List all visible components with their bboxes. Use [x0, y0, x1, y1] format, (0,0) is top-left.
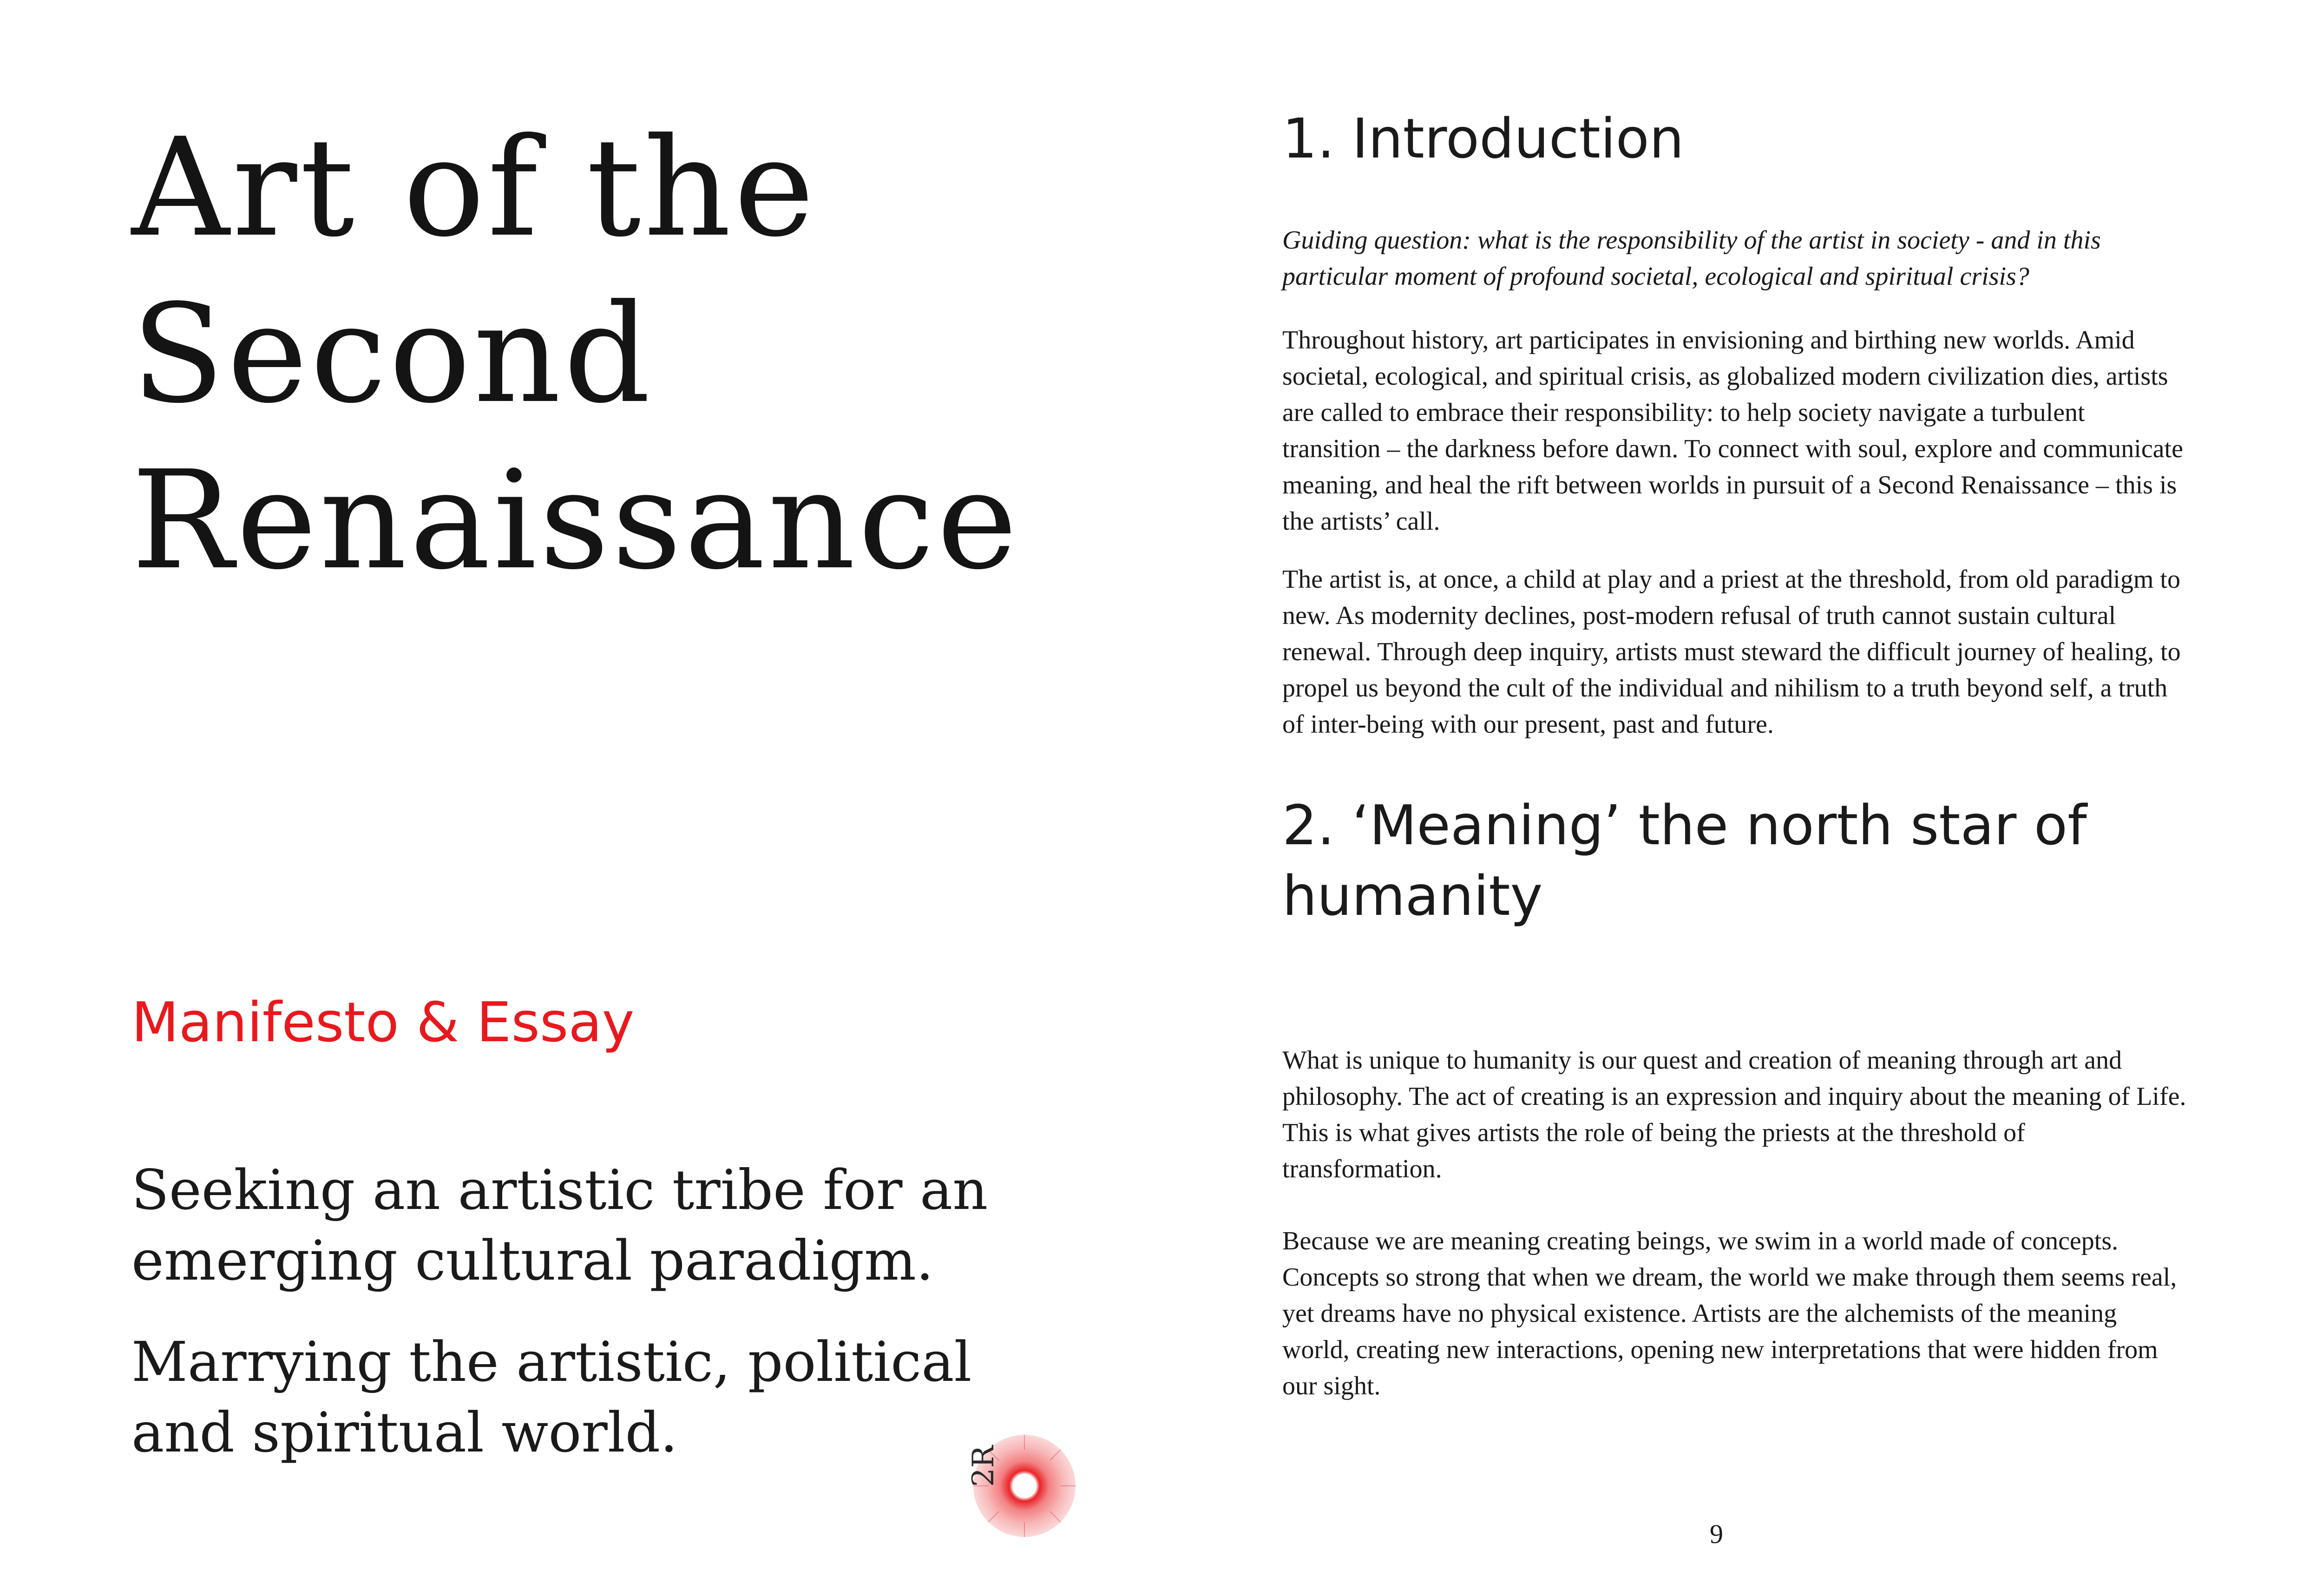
section-2-heading: 2. ‘Meaning’ the north star of humanity	[1282, 793, 2087, 928]
subtitle: Manifesto & Essay	[131, 990, 635, 1054]
paragraph-4: Because we are meaning creating beings, we swim in a world made of concepts. Concepts so strong that when we dream, the world we make through them seems real, yet dreams have no physical existence. Artists are the alchemists of the meaning world, creating new interactions, opening new interpretations that were hidden from our sight.	[1282, 1227, 2177, 1400]
paragraph-3: What is unique to humanity is our quest and creation of meaning through art and philosophy. The act of creating is an expression and inquiry about the meaning of Life. This is what gives artists the role of being the priests at the threshold of transformation.	[1282, 1046, 2186, 1183]
paragraph-1: Throughout history, art participates in envisioning and birthing new worlds. Amid societal, ecological, and spiritual crisis, as globalized modern civilization dies, artists are called to embrace their responsibility: to help society navigate a turbulent transition – the darkness before dawn. To connect with soul, explore and communicate meaning, and heal the rift between worlds in pursuit of a Second Renaissance – this is the artists’ call.	[1282, 326, 2183, 536]
title-line-3: Renaissance	[131, 441, 1020, 599]
logo-text: 2R	[966, 1445, 1001, 1487]
right-page	[1148, 0, 2303, 1596]
section-1-heading: 1. Introduction	[1282, 106, 1684, 171]
main-title	[131, 105, 1084, 604]
tagline-marrying: Marrying the artistic, political and spiritual world.	[131, 1330, 972, 1465]
page-number: 9	[1710, 1519, 1723, 1549]
left-page	[0, 0, 1148, 1596]
tagline-tribe: Seeking an artistic tribe for an emerging cultural paradigm.	[131, 1158, 988, 1293]
paragraph-2: The artist is, at once, a child at play and a priest at the threshold, from old paradigm to new. As modernity declines, post-modern refusal of truth cannot sustain cultural renewal. Through deep inquiry, artists must steward the difficult journey of healing, to propel us beyond the cult of the individual and nihilism to a truth beyond self, a truth of inter-being with our present, past and future.	[1282, 565, 2181, 739]
title-line-2: Second	[131, 275, 654, 433]
title-line-1: Art of the	[131, 109, 817, 267]
guiding-question: Guiding question: what is the responsibility of the artist in society - and in this particular moment of profound societal, ecological and spiritual crisis?	[1282, 226, 2101, 291]
